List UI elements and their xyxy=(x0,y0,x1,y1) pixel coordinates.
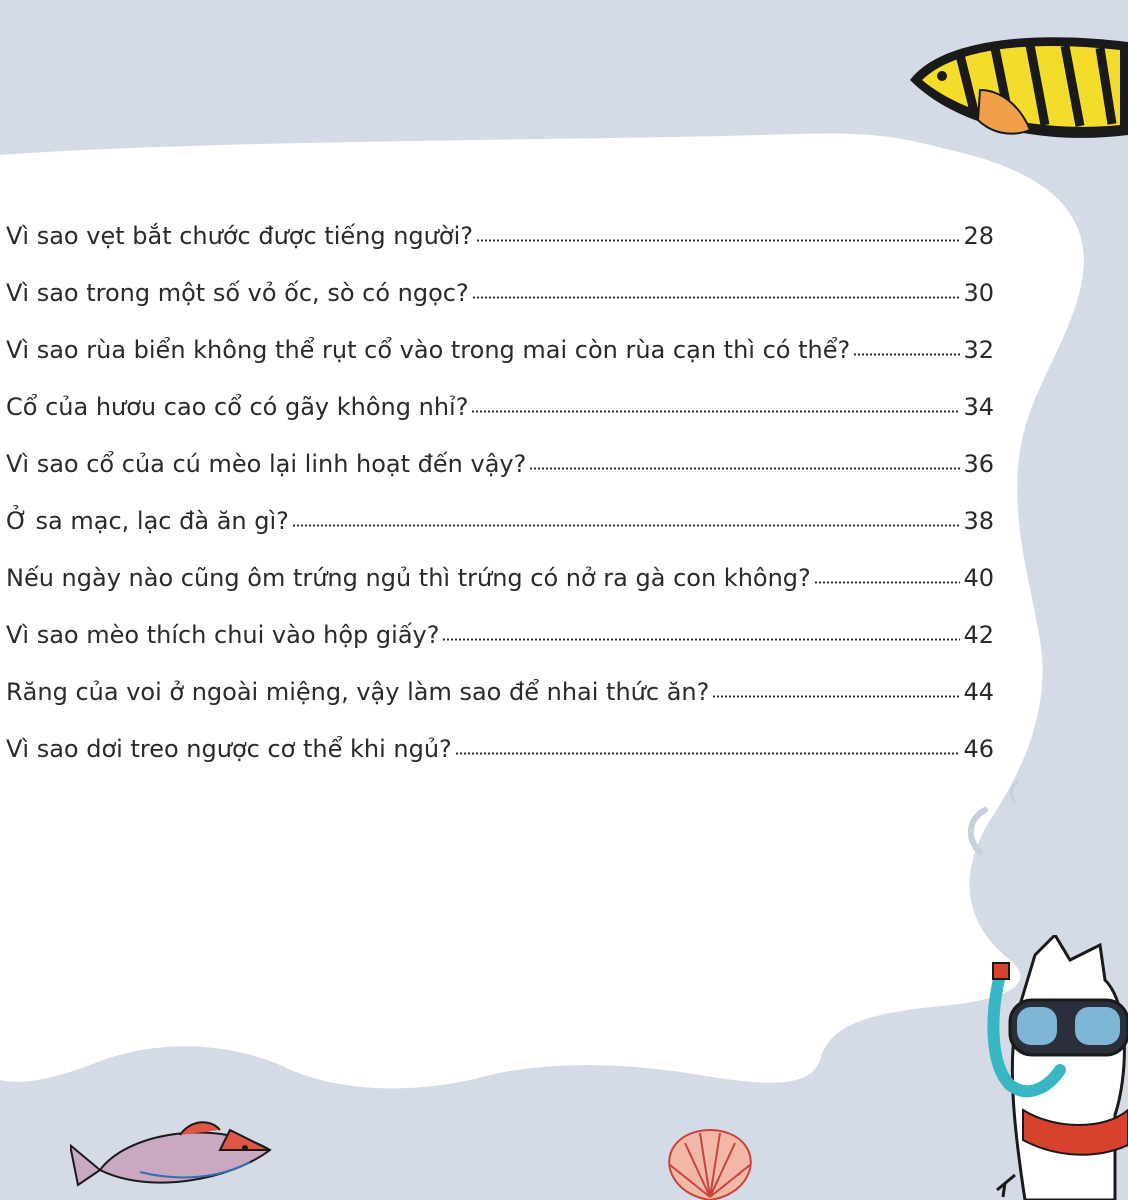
seashell-icon xyxy=(655,1125,765,1200)
toc-entry-title: Vì sao cổ của cú mèo lại linh hoạt đến vậy? xyxy=(6,450,527,478)
toc-entry xyxy=(0,450,1000,507)
toc-entry xyxy=(0,336,1000,393)
toc-entry-page-number: 30 xyxy=(963,279,994,307)
dot-leader xyxy=(853,353,960,356)
toc-entry-title: Vì sao rùa biển không thể rụt cổ vào trong mai còn rùa cạn thì có thể? xyxy=(6,336,851,364)
snorkel-cat-icon xyxy=(975,935,1128,1200)
toc-entry-page-number: 36 xyxy=(963,450,994,478)
bubble-icon xyxy=(955,780,1035,860)
dot-leader xyxy=(442,638,960,641)
toc-entry xyxy=(0,393,1000,450)
toc-entry-page-number: 40 xyxy=(963,564,994,592)
toc-entry-title: Vì sao dơi treo ngược cơ thể khi ngủ? xyxy=(6,735,452,763)
yellow-fish-icon xyxy=(900,20,1128,150)
toc-entry xyxy=(0,678,1000,735)
toc-entry-title: Ở sa mạc, lạc đà ăn gì? xyxy=(6,507,289,535)
toc-entry xyxy=(0,735,1000,792)
dot-leader xyxy=(712,695,960,698)
toc-entry-title: Nếu ngày nào cũng ôm trứng ngủ thì trứng có nở ra gà con không? xyxy=(6,564,811,592)
toc-entry-title: Vì sao mèo thích chui vào hộp giấy? xyxy=(6,621,440,649)
dot-leader xyxy=(476,239,960,242)
toc-entry-title: Răng của voi ở ngoài miệng, vậy làm sao để nhai thức ăn? xyxy=(6,678,710,706)
dot-leader xyxy=(814,581,961,584)
toc-entry-page-number: 46 xyxy=(963,735,994,763)
toc-entry-title: Vì sao trong một số vỏ ốc, sò có ngọc? xyxy=(6,279,469,307)
toc-entry-page-number: 32 xyxy=(963,336,994,364)
dot-leader xyxy=(455,752,961,755)
toc-entry xyxy=(0,621,1000,678)
toc-entry xyxy=(0,279,1000,336)
dot-leader xyxy=(472,296,961,299)
toc-entry-title: Vì sao vẹt bắt chước được tiếng người? xyxy=(6,222,473,250)
toc-entry-page-number: 28 xyxy=(963,222,994,250)
dot-leader xyxy=(529,467,960,470)
toc-entry-title: Cổ của hươu cao cổ có gãy không nhỉ? xyxy=(6,393,469,421)
toc-entry xyxy=(0,507,1000,564)
table-of-contents xyxy=(0,222,1000,792)
dot-leader xyxy=(292,524,961,527)
toc-entry-page-number: 42 xyxy=(963,621,994,649)
toc-entry xyxy=(0,564,1000,621)
toc-entry-page-number: 38 xyxy=(963,507,994,535)
pink-fish-icon xyxy=(70,1110,280,1200)
toc-entry-page-number: 44 xyxy=(963,678,994,706)
toc-entry xyxy=(0,222,1000,279)
dot-leader xyxy=(471,410,960,413)
toc-entry-page-number: 34 xyxy=(963,393,994,421)
